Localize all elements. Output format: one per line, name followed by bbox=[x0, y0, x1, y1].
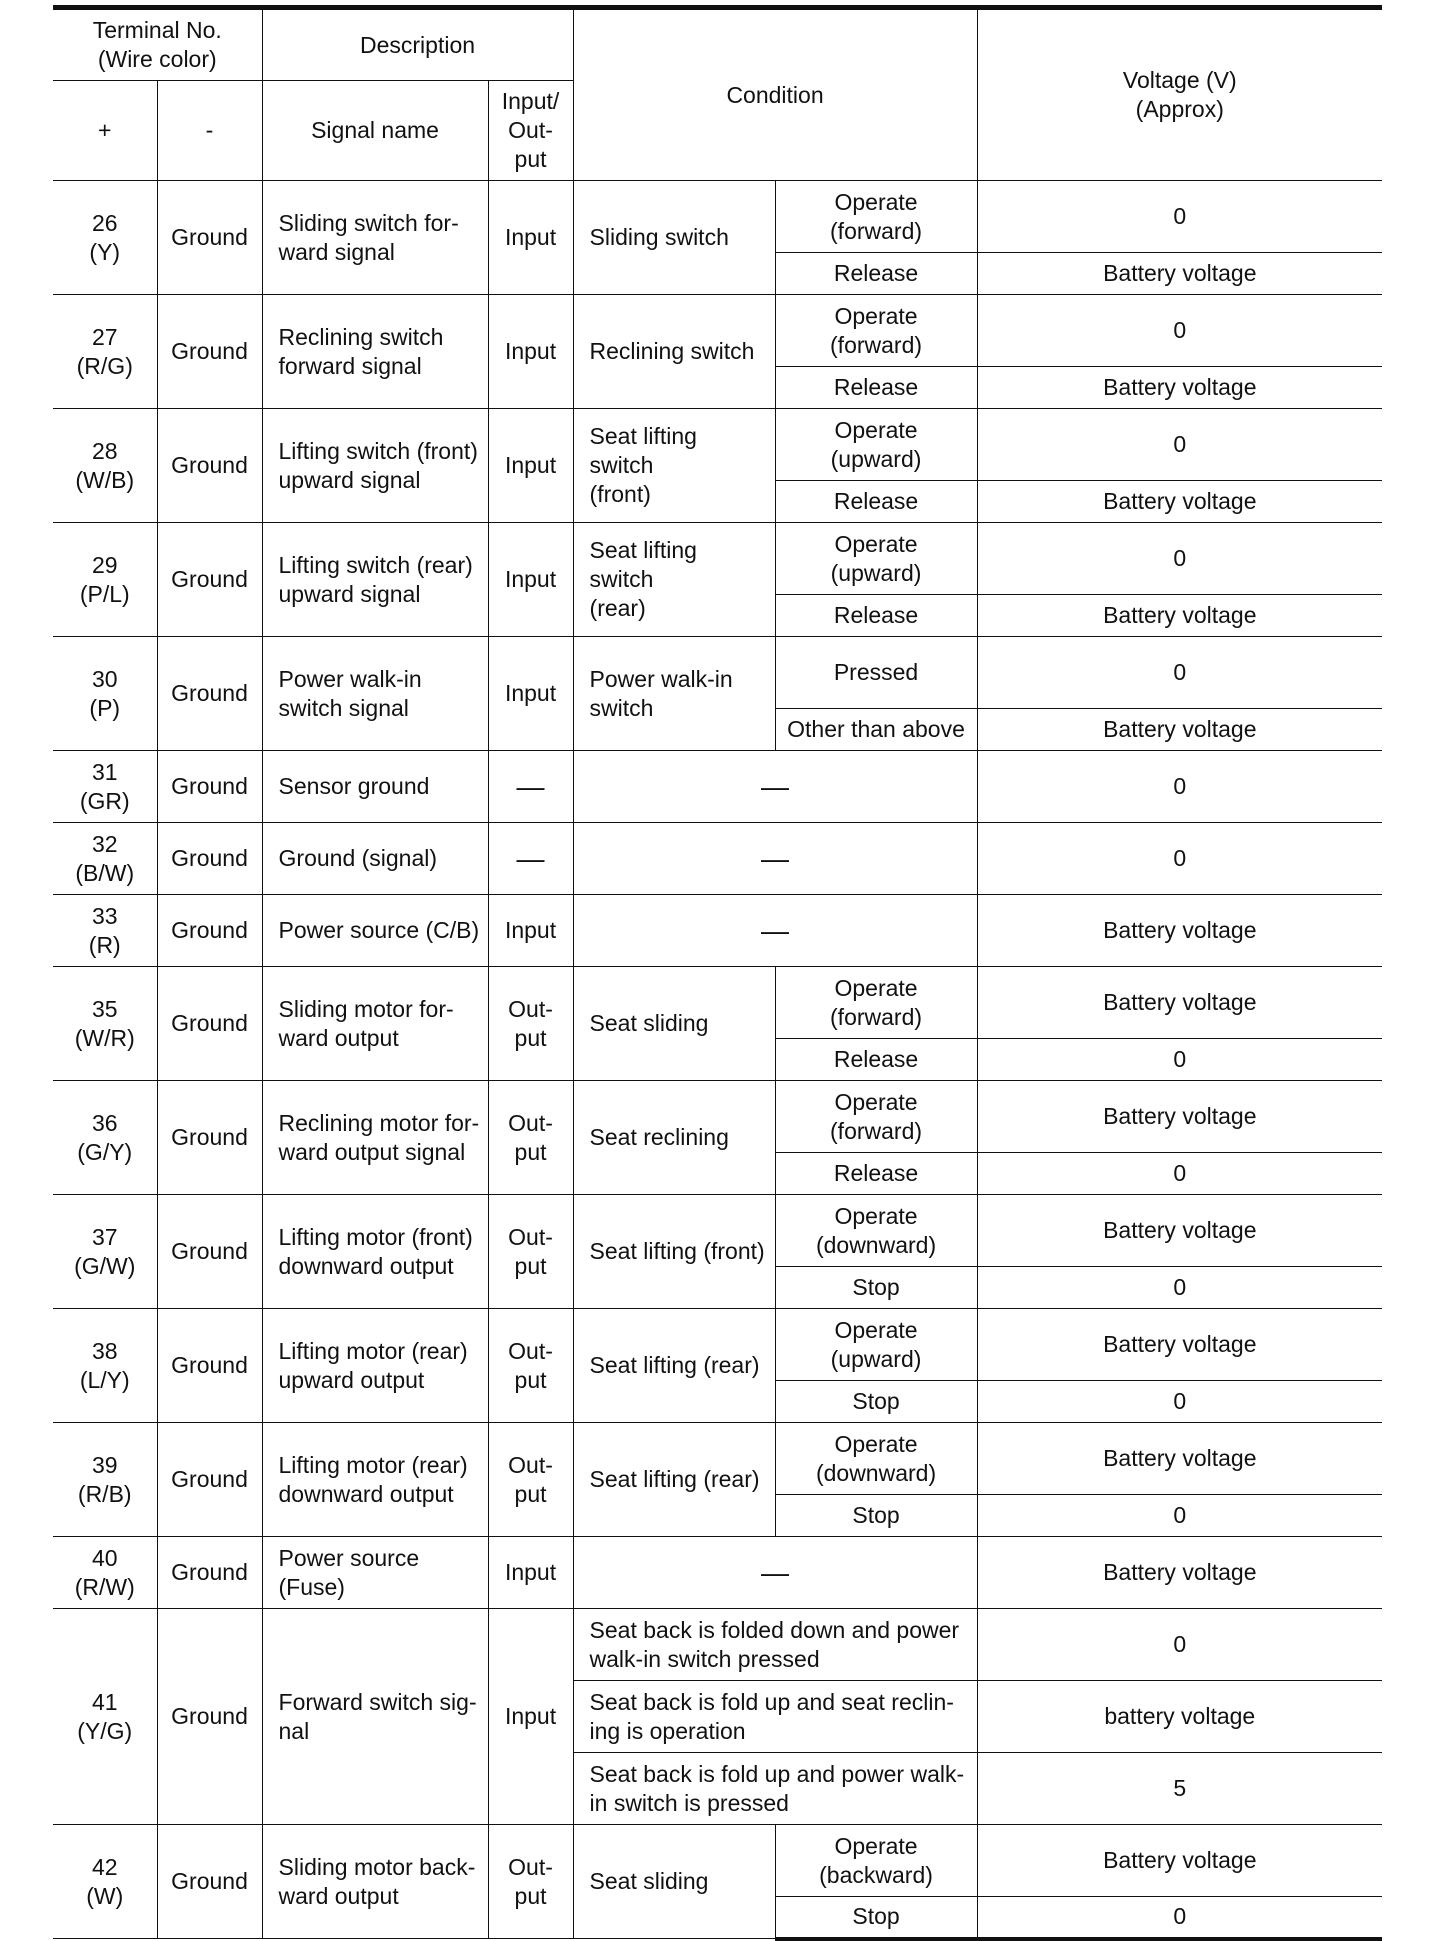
table-body bbox=[53, 181, 1382, 1939]
terminal-cell: 36 (G/Y) bbox=[53, 1081, 157, 1195]
signal-name-cell: Reclining switch forward signal bbox=[262, 295, 488, 409]
voltage-cell: Battery voltage bbox=[977, 895, 1382, 967]
minus-cell: Ground bbox=[157, 823, 262, 895]
io-cell: Input bbox=[488, 895, 573, 967]
condition-cell: Seat sliding bbox=[573, 967, 775, 1081]
voltage-cell: Battery voltage bbox=[977, 967, 1382, 1039]
table-row bbox=[53, 751, 1382, 823]
terminal-cell: 29 (P/L) bbox=[53, 523, 157, 637]
voltage-cell: battery voltage bbox=[977, 1681, 1382, 1753]
minus-cell: Ground bbox=[157, 1609, 262, 1825]
voltage-cell: 0 bbox=[977, 637, 1382, 709]
terminal-cell: 42 (W) bbox=[53, 1825, 157, 1939]
minus-cell: Ground bbox=[157, 895, 262, 967]
signal-name-cell: Forward switch sig- nal bbox=[262, 1609, 488, 1825]
condition-cell: — bbox=[573, 895, 977, 967]
minus-cell: Ground bbox=[157, 295, 262, 409]
minus-cell: Ground bbox=[157, 1537, 262, 1609]
signal-name-cell: Lifting motor (front) downward output bbox=[262, 1195, 488, 1309]
terminal-cell: 40 (R/W) bbox=[53, 1537, 157, 1609]
minus-cell: Ground bbox=[157, 1309, 262, 1423]
voltage-cell: 0 bbox=[977, 1381, 1382, 1423]
table-row bbox=[53, 1825, 1382, 1897]
condition-cell: Seat lifting (front) bbox=[573, 1195, 775, 1309]
terminal-cell: 41 (Y/G) bbox=[53, 1609, 157, 1825]
io-cell: Out- put bbox=[488, 1309, 573, 1423]
state-cell: Release bbox=[775, 253, 977, 295]
state-cell: Release bbox=[775, 1039, 977, 1081]
state-cell: Stop bbox=[775, 1495, 977, 1537]
state-cell: Release bbox=[775, 595, 977, 637]
io-cell: Input bbox=[488, 523, 573, 637]
condition-cell: Seat back is fold up and power walk- in switch is pressed bbox=[573, 1753, 977, 1825]
state-cell: Release bbox=[775, 367, 977, 409]
voltage-cell: 0 bbox=[977, 181, 1382, 253]
signal-name-cell: Ground (signal) bbox=[262, 823, 488, 895]
minus-cell: Ground bbox=[157, 181, 262, 295]
signal-name-cell: Power walk-in switch signal bbox=[262, 637, 488, 751]
voltage-cell: 0 bbox=[977, 1267, 1382, 1309]
state-cell: Operate (upward) bbox=[775, 409, 977, 481]
io-cell: Input bbox=[488, 637, 573, 751]
io-cell: Input bbox=[488, 1609, 573, 1825]
signal-name-cell: Sensor ground bbox=[262, 751, 488, 823]
state-cell: Operate (forward) bbox=[775, 181, 977, 253]
io-cell: Input bbox=[488, 409, 573, 523]
minus-header: - bbox=[157, 81, 262, 181]
signal-name-cell: Lifting switch (rear) upward signal bbox=[262, 523, 488, 637]
condition-cell: Sliding switch bbox=[573, 181, 775, 295]
plus-header: + bbox=[53, 81, 157, 181]
state-cell: Pressed bbox=[775, 637, 977, 709]
description-header: Description bbox=[262, 8, 573, 81]
condition-cell: — bbox=[573, 823, 977, 895]
voltage-cell: Battery voltage bbox=[977, 709, 1382, 751]
io-cell: Input bbox=[488, 295, 573, 409]
voltage-cell: Battery voltage bbox=[977, 367, 1382, 409]
state-cell: Stop bbox=[775, 1267, 977, 1309]
voltage-cell: 0 bbox=[977, 1495, 1382, 1537]
minus-cell: Ground bbox=[157, 1195, 262, 1309]
signal-name-cell: Lifting motor (rear) upward output bbox=[262, 1309, 488, 1423]
condition-cell: — bbox=[573, 1537, 977, 1609]
state-cell: Operate (forward) bbox=[775, 295, 977, 367]
io-cell: Out- put bbox=[488, 1195, 573, 1309]
state-cell: Operate (upward) bbox=[775, 1309, 977, 1381]
table-row bbox=[53, 295, 1382, 367]
voltage-cell: 0 bbox=[977, 823, 1382, 895]
table-row bbox=[53, 1081, 1382, 1153]
signal-name-cell: Power source (Fuse) bbox=[262, 1537, 488, 1609]
state-cell: Operate (backward) bbox=[775, 1825, 977, 1897]
condition-cell: Seat lifting switch (front) bbox=[573, 409, 775, 523]
signal-name-cell: Sliding motor for- ward output bbox=[262, 967, 488, 1081]
signal-name-cell: Sliding switch for- ward signal bbox=[262, 181, 488, 295]
condition-cell: — bbox=[573, 751, 977, 823]
minus-cell: Ground bbox=[157, 967, 262, 1081]
signal-name-cell: Lifting switch (front) upward signal bbox=[262, 409, 488, 523]
condition-cell: Seat reclining bbox=[573, 1081, 775, 1195]
condition-cell: Seat lifting (rear) bbox=[573, 1423, 775, 1537]
table-row bbox=[53, 1423, 1382, 1495]
state-cell: Operate (upward) bbox=[775, 523, 977, 595]
terminal-cell: 35 (W/R) bbox=[53, 967, 157, 1081]
signal-name-cell: Power source (C/B) bbox=[262, 895, 488, 967]
voltage-cell: Battery voltage bbox=[977, 1195, 1382, 1267]
voltage-cell: 0 bbox=[977, 751, 1382, 823]
minus-cell: Ground bbox=[157, 1423, 262, 1537]
table-row bbox=[53, 1537, 1382, 1609]
state-cell: Operate (forward) bbox=[775, 967, 977, 1039]
io-cell: Input bbox=[488, 181, 573, 295]
table-row bbox=[53, 823, 1382, 895]
terminal-cell: 39 (R/B) bbox=[53, 1423, 157, 1537]
condition-cell: Seat sliding bbox=[573, 1825, 775, 1939]
voltage-cell: Battery voltage bbox=[977, 1825, 1382, 1897]
table-row bbox=[53, 637, 1382, 709]
terminal-cell: 30 (P) bbox=[53, 637, 157, 751]
state-cell: Release bbox=[775, 1153, 977, 1195]
voltage-cell: Battery voltage bbox=[977, 1309, 1382, 1381]
terminal-no-header: Terminal No. (Wire color) bbox=[53, 8, 262, 81]
table-row bbox=[53, 523, 1382, 595]
condition-cell: Reclining switch bbox=[573, 295, 775, 409]
terminal-cell: 27 (R/G) bbox=[53, 295, 157, 409]
table-row bbox=[53, 181, 1382, 253]
condition-cell: Seat lifting (rear) bbox=[573, 1309, 775, 1423]
condition-cell: Seat lifting switch (rear) bbox=[573, 523, 775, 637]
table-row bbox=[53, 409, 1382, 481]
signal-name-header: Signal name bbox=[262, 81, 488, 181]
voltage-cell: Battery voltage bbox=[977, 481, 1382, 523]
terminal-cell: 26 (Y) bbox=[53, 181, 157, 295]
minus-cell: Ground bbox=[157, 1081, 262, 1195]
terminal-cell: 32 (B/W) bbox=[53, 823, 157, 895]
io-cell: Out- put bbox=[488, 1825, 573, 1939]
signal-name-cell: Reclining motor for- ward output signal bbox=[262, 1081, 488, 1195]
io-cell: Out- put bbox=[488, 967, 573, 1081]
voltage-cell: 0 bbox=[977, 295, 1382, 367]
terminal-cell: 28 (W/B) bbox=[53, 409, 157, 523]
voltage-cell: Battery voltage bbox=[977, 1423, 1382, 1495]
voltage-header: Voltage (V) (Approx) bbox=[977, 8, 1382, 181]
voltage-cell: Battery voltage bbox=[977, 1081, 1382, 1153]
io-cell: — bbox=[488, 751, 573, 823]
table-row bbox=[53, 1609, 1382, 1681]
input-output-header: Input/ Out- put bbox=[488, 81, 573, 181]
voltage-cell: 0 bbox=[977, 1897, 1382, 1939]
minus-cell: Ground bbox=[157, 1825, 262, 1939]
state-cell: Operate (downward) bbox=[775, 1195, 977, 1267]
minus-cell: Ground bbox=[157, 751, 262, 823]
voltage-cell: Battery voltage bbox=[977, 595, 1382, 637]
terminal-voltage-table bbox=[53, 5, 1382, 1941]
signal-name-cell: Sliding motor back- ward output bbox=[262, 1825, 488, 1939]
state-cell: Release bbox=[775, 481, 977, 523]
io-cell: Out- put bbox=[488, 1423, 573, 1537]
state-cell: Other than above bbox=[775, 709, 977, 751]
terminal-cell: 37 (G/W) bbox=[53, 1195, 157, 1309]
terminal-cell: 38 (L/Y) bbox=[53, 1309, 157, 1423]
minus-cell: Ground bbox=[157, 523, 262, 637]
table-row bbox=[53, 967, 1382, 1039]
minus-cell: Ground bbox=[157, 637, 262, 751]
state-cell: Operate (downward) bbox=[775, 1423, 977, 1495]
condition-cell: Seat back is folded down and power walk-in switch pressed bbox=[573, 1609, 977, 1681]
condition-header: Condition bbox=[573, 8, 977, 181]
state-cell: Stop bbox=[775, 1381, 977, 1423]
voltage-cell: 0 bbox=[977, 1039, 1382, 1081]
io-cell: Out- put bbox=[488, 1081, 573, 1195]
table-row bbox=[53, 1309, 1382, 1381]
io-cell: — bbox=[488, 823, 573, 895]
voltage-cell: Battery voltage bbox=[977, 1537, 1382, 1609]
voltage-cell: 5 bbox=[977, 1753, 1382, 1825]
minus-cell: Ground bbox=[157, 409, 262, 523]
terminal-cell: 33 (R) bbox=[53, 895, 157, 967]
voltage-cell: 0 bbox=[977, 1609, 1382, 1681]
signal-name-cell: Lifting motor (rear) downward output bbox=[262, 1423, 488, 1537]
voltage-cell: 0 bbox=[977, 523, 1382, 595]
state-cell: Operate (forward) bbox=[775, 1081, 977, 1153]
table-row bbox=[53, 895, 1382, 967]
voltage-cell: 0 bbox=[977, 1153, 1382, 1195]
condition-cell: Seat back is fold up and seat reclin- ing is operation bbox=[573, 1681, 977, 1753]
io-cell: Input bbox=[488, 1537, 573, 1609]
condition-cell: Power walk-in switch bbox=[573, 637, 775, 751]
voltage-cell: 0 bbox=[977, 409, 1382, 481]
state-cell: Stop bbox=[775, 1897, 977, 1939]
terminal-cell: 31 (GR) bbox=[53, 751, 157, 823]
voltage-cell: Battery voltage bbox=[977, 253, 1382, 295]
table-row bbox=[53, 1195, 1382, 1267]
